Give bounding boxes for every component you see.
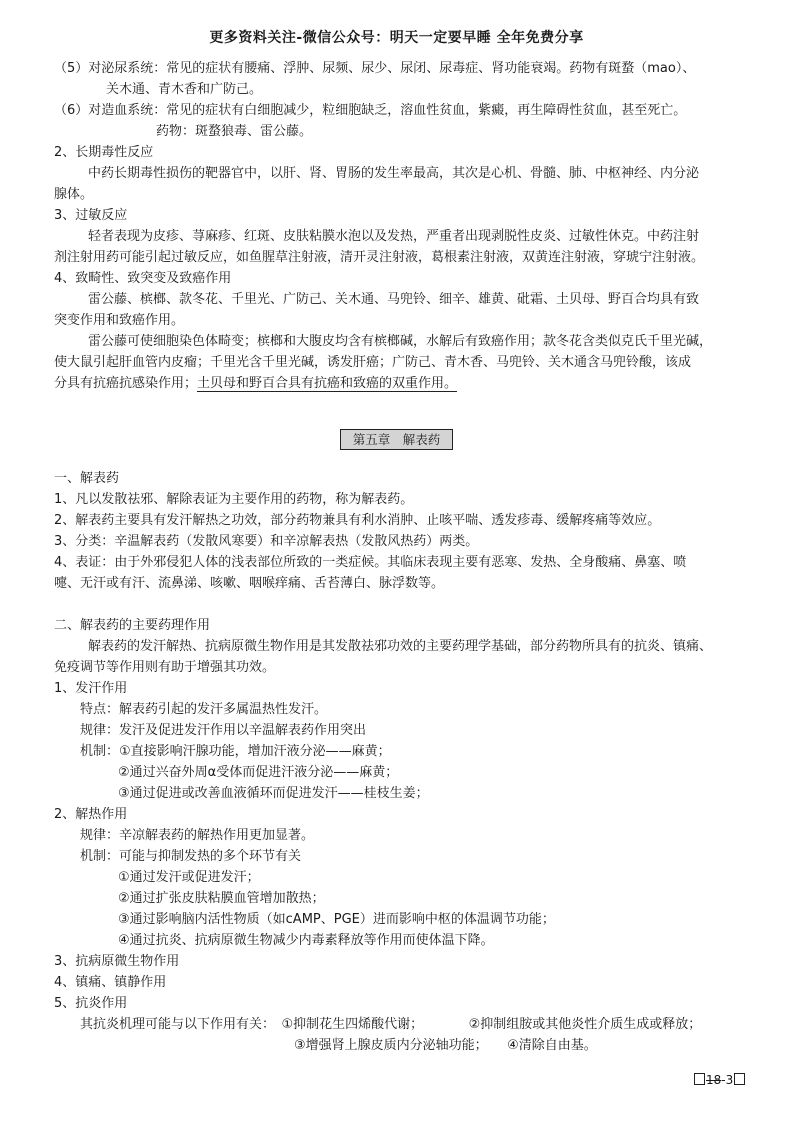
paragraph-line: 其抗炎机理可能与以下作用有关： ①抑制花生四烯酸代谢； ②抑制组胺或其他炎性介质生成或释放； [80,1017,702,1032]
paragraph-line: （5）对泌尿系统：常见的症状有腰痛、浮肿、尿频、尿少、尿闭、尿毒症、肾功能衰竭。药物有斑蝥（mao）、 [54,61,696,76]
paragraph-line: 轻者表现为皮疹、荨麻疹、红斑、皮肤粘膜水泡以及发热，严重者出现剥脱性皮炎、过敏性休克。中药注射 [88,229,700,244]
paragraph-line: 2、解热作用 [54,807,128,822]
box-glyph [734,1073,745,1085]
paragraph-line: ②通过扩张皮肤粘膜血管增加散热； [118,891,325,906]
page-header: 更多资料关注-微信公众号：明天一定要早睡 全年免费分享 [209,30,584,46]
paragraph-line: ④通过抗炎、抗病原微生物减少内毒素释放等作用而使体温下降。 [118,933,494,948]
paragraph-line: 中药长期毒性损伤的靶器官中，以肝、肾、胃肠的发生率最高，其次是心机、骨髓、肺、中枢神经、内分泌 [88,166,700,181]
paragraph-line: 3、分类：辛温解表药（发散风寒要）和辛凉解表热（发散风热药）两类。 [54,534,479,549]
current-number: -3 [721,1073,734,1087]
paragraph-line: 规律：发汗及促进发汗作用以辛温解表药作用突出 [80,723,367,738]
paragraph-line: 3、过敏反应 [54,208,128,223]
paragraph-line: 机制：可能与抑制发热的多个环节有关 [80,849,302,864]
paragraph-line: 1、发汗作用 [54,681,128,696]
paragraph-line: 雷公藤可使细胞染色体畸变；槟榔和大腹皮均含有槟榔碱，水解后有致癌作用；款冬花含类似克氏千里光碱， [88,334,713,349]
paragraph-line: ①通过发汗或促进发汗； [118,870,260,885]
paragraph-line: 免疫调节等作用则有助于增强其功效。 [54,660,276,675]
paragraph-line: 4、镇痛、镇静作用 [54,975,167,990]
paragraph-line: ②通过兴奋外周α受体而促进汗液分泌——麻黄； [118,765,399,780]
paragraph-line: 嚏、无汗或有汗、流鼻涕、咳嗽、咽喉痒痛、舌苔薄白、脉浮数等。 [54,576,445,591]
paragraph-line: 关木通、青木香和广防己。 [106,82,263,97]
line-text: 分具有抗癌抗感染作用； [54,376,198,391]
paragraph-line: 解表药的发汗解热、抗病原微生物作用是其发散祛邪功效的主要药理学基础，部分药物所具有的抗炎、镇痛、 [88,639,713,654]
chapter-title-box: 第五章 解表药 [340,429,453,450]
paragraph-line: 使大鼠引起肝血管内皮瘤；千里光含千里光碱，诱发肝癌；广防己、青木香、马兜铃、关木通含马兜铃酸，该成 [54,355,692,370]
paragraph-line: （6）对造血系统：常见的症状有白细胞减少，粒细胞缺乏，溶血性贫血，紫癜，再生障碍性贫血，甚至死亡。 [54,103,687,118]
underlined-text: 土贝母和野百合具有抗癌和致癌的双重作用。 [197,376,458,391]
paragraph-line: 特点：解表药引起的发汗多属温热性发汗。 [80,702,328,717]
paragraph-line: 机制：①直接影响汗腺功能，增加汗液分泌——麻黄； [80,744,391,759]
paragraph-line: 规律：辛凉解表药的解热作用更加显著。 [80,828,315,843]
paragraph-line [54,373,457,394]
paragraph-line: 2、解表药主要具有发汗解热之功效，部分药物兼具有利水消肿、止咳平喘、透发疹毒、缓解疼痛等效应。 [54,513,661,528]
paragraph-line: 二、解表药的主要药理作用 [54,618,211,633]
paragraph-line: 4、致畸性、致突变及致癌作用 [54,271,232,286]
paragraph-line: 突变作用和致癌作用。 [54,313,185,328]
paragraph-line: 3、抗病原微生物作用 [54,954,180,969]
paragraph-line: ③增强肾上腺皮质内分泌轴功能； ④清除自由基。 [294,1038,597,1053]
paragraph-line: 4、表证：由于外邪侵犯人体的浅表部位所致的一类症候。其临床表现主要有恶寒、发热、全身酸痛、鼻塞、喷 [54,555,687,570]
paragraph-line: 腺体。 [54,187,94,202]
paragraph-line: 2、长期毒性反应 [54,145,154,160]
paragraph-line: 剂注射用药可能引起过敏反应，如鱼腥草注射液，清开灵注射液，葛根素注射液，双黄连注射液，穿琥宁注射液。 [54,250,705,265]
box-glyph [694,1073,705,1085]
paragraph-line: 一、解表药 [54,471,120,486]
paragraph-line: ③通过影响脑内活性物质（如cAMP、PGE）进而影响中枢的体温调节功能； [118,912,555,927]
paragraph-line: 药物：斑蝥狼毒、雷公藤。 [156,124,313,139]
struck-number: 18 [706,1073,722,1087]
paragraph-line: ③通过促进或改善血液循环而促进发汗——桂枝生姜； [118,786,429,801]
paragraph-line: 1、凡以发散祛邪、解除表证为主要作用的药物，称为解表药。 [54,492,414,507]
paragraph-line: 雷公藤、槟榔、款冬花、千里光、广防己、关木通、马兜铃、细辛、雄黄、砒霜、土贝母、野百合均具有致 [88,292,700,307]
paragraph-line: 5、抗炎作用 [54,996,128,1011]
page-number [693,1073,746,1087]
